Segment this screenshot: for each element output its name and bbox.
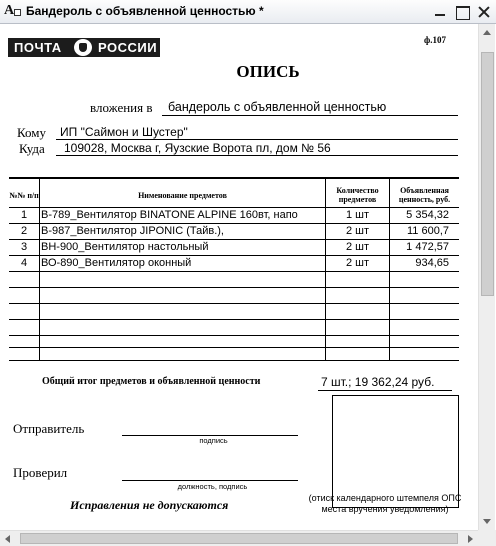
scrollbar-corner xyxy=(478,530,496,546)
scroll-left-icon[interactable] xyxy=(5,535,10,543)
russian-post-logo xyxy=(8,38,160,57)
vertical-scrollbar[interactable] xyxy=(478,24,495,530)
scroll-right-icon[interactable] xyxy=(468,535,473,543)
app-icon: A xyxy=(4,3,15,18)
attachments-underline xyxy=(162,115,458,116)
minimize-button[interactable] xyxy=(430,2,450,22)
checked-label: Проверил xyxy=(13,465,68,480)
sender-signature-caption: подпись xyxy=(199,436,228,445)
window-title: Бандероль с объявленной ценностью * xyxy=(26,4,264,18)
app-icon-badge xyxy=(14,9,21,16)
recipient-underline xyxy=(56,139,458,140)
address-underline xyxy=(56,155,458,156)
logo-text-right: РОССИИ xyxy=(98,40,158,55)
total-label: Общий итог предметов и объявленной ценности xyxy=(42,376,261,387)
checked-signature-line[interactable] xyxy=(122,480,298,481)
sender-label: Отправитель xyxy=(13,421,85,436)
row-2-name[interactable]: В-987_Вентилятор JIPONIC (Тайв.), xyxy=(41,225,224,237)
checked-signature-caption: должность, подпись xyxy=(177,482,248,491)
row-2-value[interactable]: 11 600,7 xyxy=(406,225,449,237)
document-title: ОПИСЬ xyxy=(236,62,300,81)
eagle-emblem-icon xyxy=(74,39,92,56)
attachments-field[interactable]: бандероль с объявленной ценностью xyxy=(168,100,387,114)
logo-text-left: ПОЧТА xyxy=(14,40,62,55)
row-4-name[interactable]: ВО-890_Вентилятор оконный xyxy=(41,257,192,269)
corrections-notice: Исправления не допускаются xyxy=(70,498,229,512)
row-4-num: 4 xyxy=(20,257,28,269)
header-qty: Количество предметов xyxy=(336,186,379,204)
row-3-num: 3 xyxy=(20,241,28,253)
scroll-down-icon[interactable] xyxy=(483,519,491,524)
horizontal-scroll-thumb[interactable] xyxy=(20,533,458,544)
items-table xyxy=(9,177,459,361)
row-1-qty[interactable]: 1 шт xyxy=(345,209,370,221)
row-3-name[interactable]: ВН-900_Вентилятор настольный xyxy=(41,241,209,253)
total-underline xyxy=(318,390,452,391)
header-name: Нименование предметов xyxy=(138,190,227,200)
header-num: №№ п/п xyxy=(9,190,39,200)
scroll-up-icon[interactable] xyxy=(483,30,491,35)
recipient-label: Кому xyxy=(17,125,47,140)
row-3-value[interactable]: 1 472,57 xyxy=(406,241,449,253)
total-field[interactable]: 7 шт.; 19 362,24 руб. xyxy=(321,375,435,389)
address-label: Куда xyxy=(19,141,45,156)
close-button[interactable] xyxy=(474,2,494,22)
horizontal-scrollbar[interactable] xyxy=(0,530,478,546)
row-2-num: 2 xyxy=(20,225,28,237)
row-1-value[interactable]: 5 354,32 xyxy=(406,209,449,221)
row-4-qty[interactable]: 2 шт xyxy=(345,257,370,269)
vertical-scroll-thumb[interactable] xyxy=(481,52,494,296)
row-1-num: 1 xyxy=(20,209,28,221)
maximize-button[interactable] xyxy=(452,2,472,22)
row-1-name[interactable]: В-789_Вентилятор BINATONE ALPINE 160вт, напо xyxy=(41,209,298,221)
row-3-qty[interactable]: 2 шт xyxy=(345,241,370,253)
document-page xyxy=(0,24,478,530)
row-4-value[interactable]: 934,65 xyxy=(415,257,449,269)
attachments-label: вложения в xyxy=(90,100,153,115)
postmark-stamp-box xyxy=(332,395,459,508)
form-code: ф.107 xyxy=(424,35,446,45)
row-2-qty[interactable]: 2 шт xyxy=(345,225,370,237)
address-field[interactable]: 109028, Москва г, Яузские Ворота пл, дом № 56 xyxy=(64,141,331,155)
header-value: Объявленная ценность, руб. xyxy=(398,186,451,204)
title-bar xyxy=(0,0,496,24)
recipient-field[interactable]: ИП "Саймон и Шустер" xyxy=(60,125,188,139)
stamp-note: (отиск календарного штемпеля ОПС места вручения уведомления) xyxy=(308,493,462,514)
